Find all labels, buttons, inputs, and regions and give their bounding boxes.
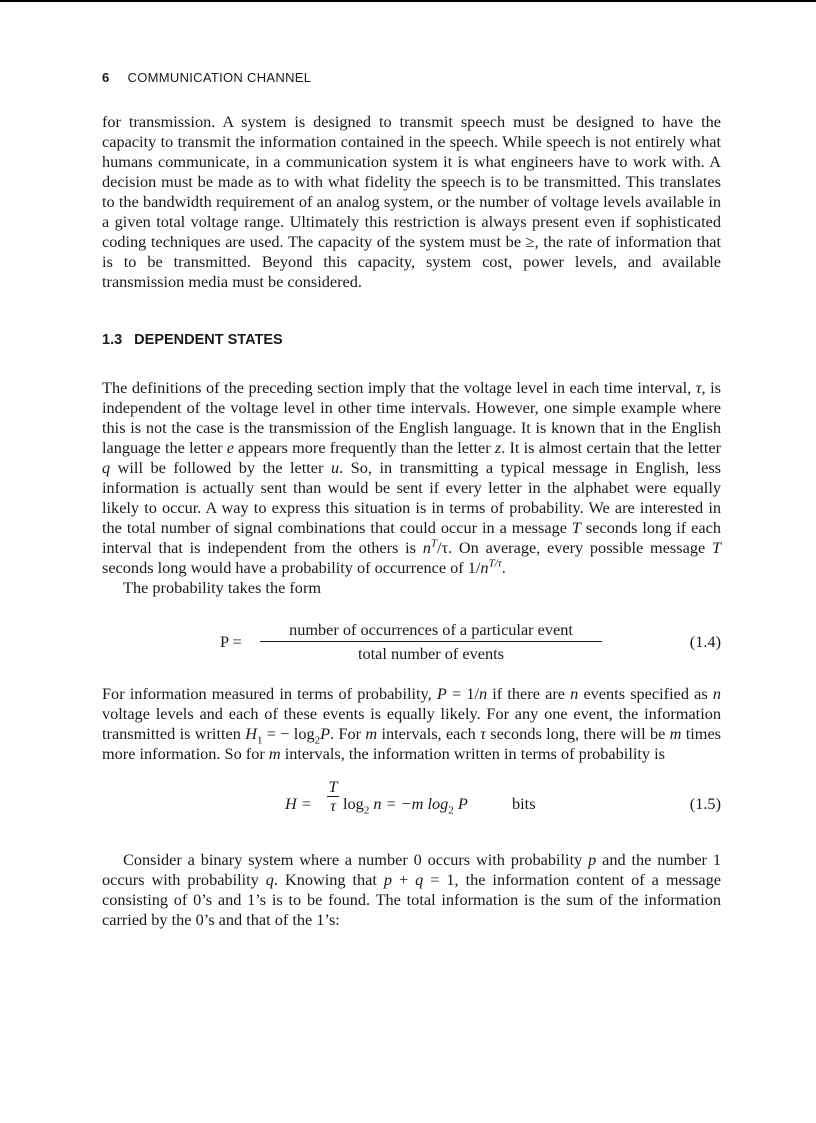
paragraph-information-probability: For information measured in terms of probability, P = 1/n if there are n events specified as n voltage levels and each of these events is equally likely. For any one event, the information transmitted is written $H_1$ = − $\log_2P$. For m intervals, each τ seconds long, there will be m times more information. So for m intervals, the information written in terms of probability is	[102, 684, 722, 763]
intro-paragraph: for transmission. A system is designed to transmit speech must be designed to have the capacity to transmit the information contained in the speech. While speech is not entirely what humans communicate, in a communication system it is what engineers have to work with. A decision must be made as to with what fidelity the speech is to be transmitted. This translates to the bandwidth requirement of an analog system, or the number of voltage levels available in a given total voltage range. Ultimately this restriction is always present even if sophisticated coding techniques are used. The capacity of the system must be ≥, the rate of information that is to be transmitted. Beyond this capacity, system cost, power levels, and available transmission media must be considered.	[102, 112, 721, 291]
paragraph-binary-system: Consider a binary system where a number 0 occurs with probability p and the number 1 occurs with probability q. Knowing that p + q = 1, the information content of a message consisting of 0’s and 1’s is to be found. The total information is the sum of the information carried by the 0’s and that of the 1’s:	[102, 850, 722, 929]
equation-1-4	[102, 620, 721, 664]
running-title: COMMUNICATION CHANNEL	[127, 70, 312, 85]
equation-number: (1.5)	[689, 794, 721, 813]
paragraph-probability-form: The probability takes the form	[123, 578, 322, 597]
equation-unit: bits	[512, 794, 536, 813]
running-header	[102, 70, 721, 85]
equation-fraction	[260, 620, 602, 664]
document-page	[102, 70, 721, 930]
page-top-border	[0, 0, 816, 2]
equation-lhs: H =	[285, 794, 312, 813]
paragraph-dependent-states: The definitions of the preceding section imply that the voltage level in each time interval, τ, is independent of the voltage level in other time intervals. However, one simple example where this is not the case is the transmission of the English language. It is known that in the English language the letter e appears more frequently than the letter z. It is almost certain that the letter q will be followed by the letter u. So, in transmitting a typical message in English, less information is actually sent than would be sent if every letter in the alphabet were equally likely to occur. A way to express this situation is in terms of probability. We are interested in the total number of signal combinations that could occur in a message T seconds long if each interval that is independent from the others is $n^T/\tau$. On average, every possible message T seconds long would have a probability of occurrence of $1/n^{T/\tau}$.	[102, 378, 722, 577]
fraction-denominator: τ	[330, 796, 336, 815]
equation-1-5	[102, 778, 721, 830]
section-heading	[102, 332, 721, 348]
section-title: DEPENDENT STATES	[134, 332, 283, 348]
fraction-numerator: number of occurrences of a particular event	[260, 620, 602, 642]
equation-small-fraction	[327, 778, 339, 815]
equation-lhs: P =	[220, 632, 242, 651]
equation-number: (1.4)	[689, 632, 721, 651]
fraction-numerator: T	[328, 777, 338, 796]
section-number: 1.3	[102, 332, 123, 348]
page-number: 6	[102, 70, 110, 85]
fraction-denominator: total number of events	[357, 644, 505, 663]
equation-rhs: $\log_2 n = -m$ $\log_2 P$	[343, 794, 468, 817]
